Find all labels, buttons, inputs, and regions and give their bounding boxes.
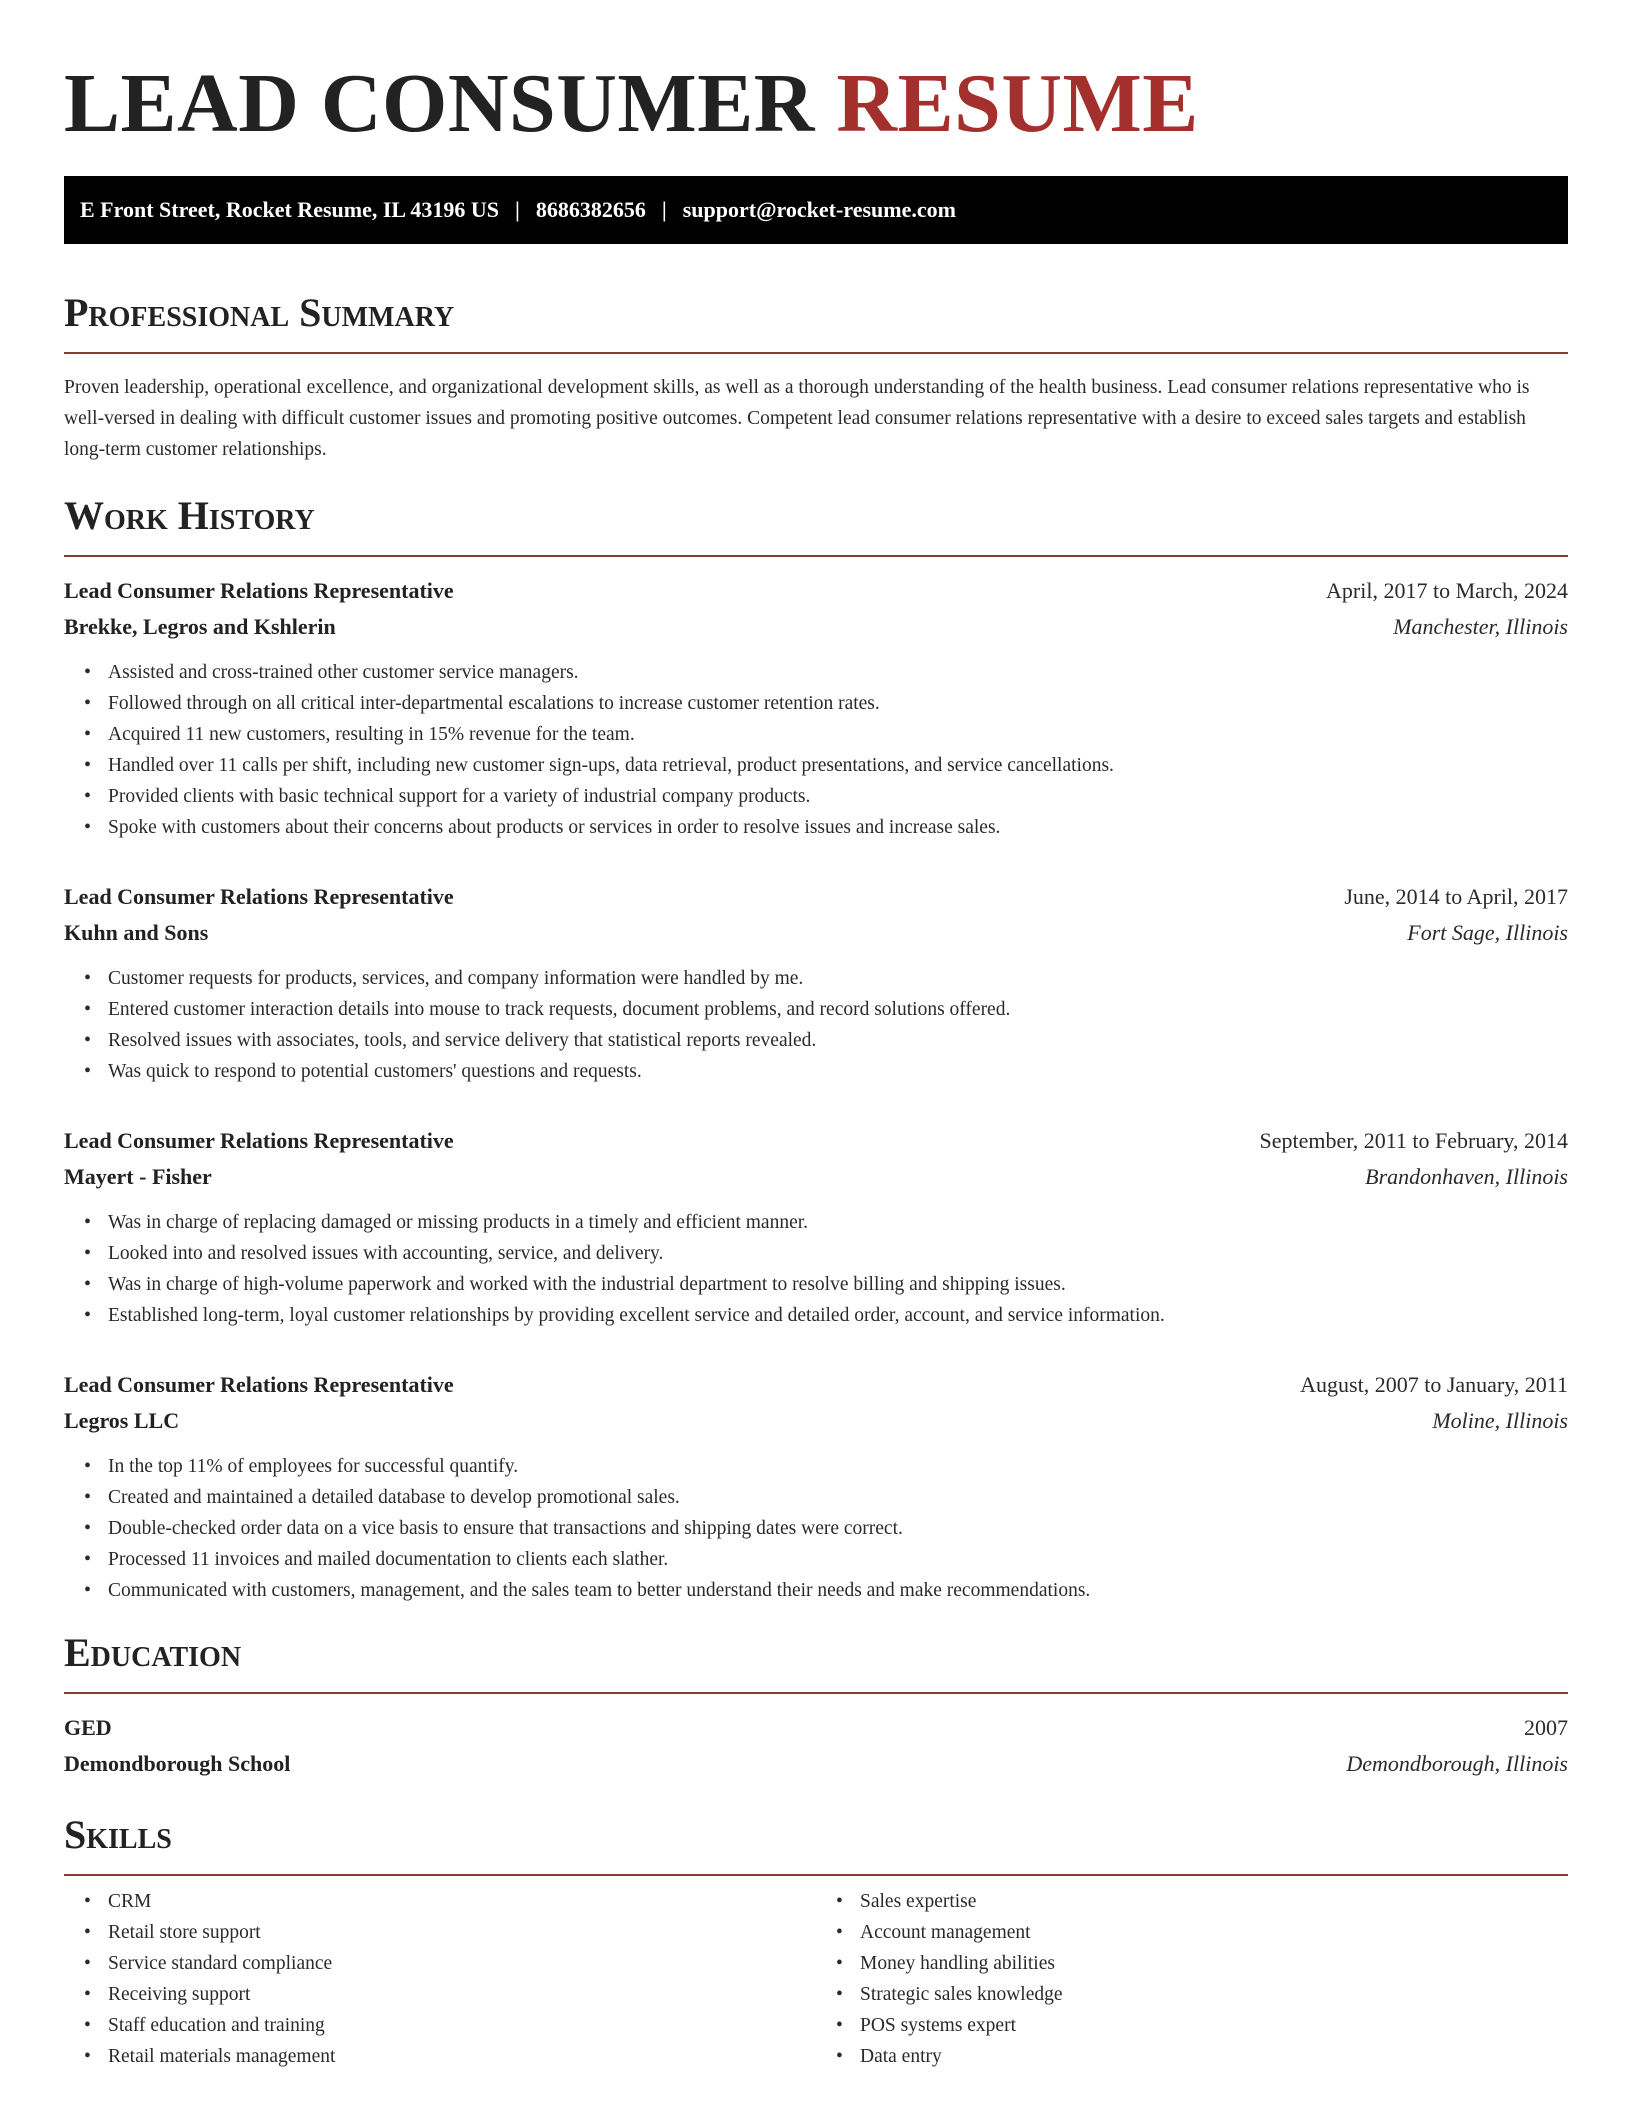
education-entry (64, 1710, 1568, 1782)
job-bullet: • Entered customer interaction details into mouse to track requests, document problems, and record solutions offered. (108, 994, 1568, 1025)
skill-item: • Sales expertise (860, 1886, 1568, 1917)
section-divider (64, 352, 1568, 354)
job-bullet: • Spoke with customers about their concerns about products or services in order to resolve issues and increase sales. (108, 812, 1568, 843)
skill-item: • Strategic sales knowledge (860, 1979, 1568, 2010)
company-name: Kuhn and Sons (64, 920, 209, 945)
title-main: LEAD CONSUMER (64, 57, 837, 150)
section-divider (64, 1692, 1568, 1694)
job-bullet: • Double-checked order data on a vice basis to ensure that transactions and shipping dates were correct. (108, 1513, 1568, 1544)
work-history-heading: Work History (64, 493, 315, 538)
section-divider (64, 1874, 1568, 1876)
job-bullet: • Handled over 11 calls per shift, including new customer sign-ups, data retrieval, product presentations, and service cancellations. (108, 750, 1568, 781)
job-title: Lead Consumer Relations Representative (64, 884, 454, 909)
contact-address: E Front Street, Rocket Resume, IL 43196 US (80, 197, 499, 222)
job-bullets (64, 657, 1568, 843)
job-bullets (64, 963, 1568, 1087)
summary-section (64, 288, 1568, 465)
skills-column-right (816, 1886, 1568, 2072)
job-bullet: • Communicated with customers, management, and the sales team to better understand their needs and make recommendations. (108, 1575, 1568, 1606)
job-bullet: • Assisted and cross-trained other customer service managers. (108, 657, 1568, 688)
skill-item: • Service standard compliance (108, 1948, 816, 1979)
resume-title (64, 54, 1568, 154)
summary-heading: Professional Summary (64, 290, 455, 335)
job-title: Lead Consumer Relations Representative (64, 1128, 454, 1153)
title-accent: RESUME (836, 57, 1199, 150)
job-bullet: • Established long-term, loyal customer relationships by providing excellent service and detailed order, account, and service information. (108, 1300, 1568, 1331)
company-name: Legros LLC (64, 1408, 180, 1433)
job-bullet: • Resolved issues with associates, tools, and service delivery that statistical reports revealed. (108, 1025, 1568, 1056)
job-bullet: • Provided clients with basic technical support for a variety of industrial company products. (108, 781, 1568, 812)
job-dates: April, 2017 to March, 2024 (1326, 578, 1568, 603)
skill-item: • Staff education and training (108, 2010, 816, 2041)
job-location: Fort Sage, Illinois (1407, 920, 1568, 945)
job-location: Brandonhaven, Illinois (1365, 1164, 1568, 1189)
job-bullet: • Processed 11 invoices and mailed documentation to clients each slather. (108, 1544, 1568, 1575)
skill-item: • Account management (860, 1917, 1568, 1948)
contact-separator: | (661, 197, 667, 222)
contact-email: support@rocket-resume.com (682, 197, 956, 222)
job-bullet: • Customer requests for products, services, and company information were handled by me. (108, 963, 1568, 994)
job-bullets (64, 1207, 1568, 1331)
job-header (64, 573, 1568, 609)
job-bullet: • Was in charge of high-volume paperwork and worked with the industrial department to resolve billing and shipping issues. (108, 1269, 1568, 1300)
job-location: Moline, Illinois (1432, 1408, 1568, 1433)
job-entry (64, 1367, 1568, 1606)
job-bullet: • Was in charge of replacing damaged or missing products in a timely and efficient manner. (108, 1207, 1568, 1238)
school-name: Demondborough School (64, 1751, 291, 1776)
skills-grid (64, 1886, 1568, 2072)
job-subheader (64, 1403, 1568, 1439)
education-section (64, 1628, 1568, 1782)
section-divider (64, 555, 1568, 557)
skill-item: • POS systems expert (860, 2010, 1568, 2041)
skill-item: • Retail materials management (108, 2041, 816, 2072)
skills-column-left (64, 1886, 816, 2072)
job-location: Manchester, Illinois (1393, 614, 1568, 639)
school-location: Demondborough, Illinois (1346, 1751, 1568, 1776)
job-dates: September, 2011 to February, 2014 (1259, 1128, 1568, 1153)
skills-section (64, 1810, 1568, 2072)
company-name: Brekke, Legros and Kshlerin (64, 614, 336, 639)
job-bullet: • Created and maintained a detailed database to develop promotional sales. (108, 1482, 1568, 1513)
job-entry (64, 1123, 1568, 1331)
education-header (64, 1710, 1568, 1746)
skill-item: • Money handling abilities (860, 1948, 1568, 1979)
work-history-section (64, 491, 1568, 1606)
education-subheader (64, 1746, 1568, 1782)
job-subheader (64, 1159, 1568, 1195)
job-bullet: • Followed through on all critical inter-departmental escalations to increase customer retention rates. (108, 688, 1568, 719)
job-dates: August, 2007 to January, 2011 (1300, 1372, 1568, 1397)
job-bullet: • Was quick to respond to potential customers' questions and requests. (108, 1056, 1568, 1087)
job-bullet: • Looked into and resolved issues with accounting, service, and delivery. (108, 1238, 1568, 1269)
skill-item: • Receiving support (108, 1979, 816, 2010)
job-list (64, 573, 1568, 1606)
skills-heading: Skills (64, 1812, 172, 1857)
job-dates: June, 2014 to April, 2017 (1344, 884, 1568, 909)
job-bullet: • In the top 11% of employees for successful quantify. (108, 1451, 1568, 1482)
job-subheader (64, 915, 1568, 951)
degree-name: GED (64, 1715, 112, 1740)
job-entry (64, 573, 1568, 843)
job-entry (64, 879, 1568, 1087)
skill-item: • Retail store support (108, 1917, 816, 1948)
job-bullets (64, 1451, 1568, 1606)
contact-bar (64, 176, 1568, 244)
company-name: Mayert - Fisher (64, 1164, 212, 1189)
job-header (64, 1123, 1568, 1159)
contact-phone: 8686382656 (535, 197, 646, 222)
job-title: Lead Consumer Relations Representative (64, 578, 454, 603)
skill-item: • CRM (108, 1886, 816, 1917)
education-year: 2007 (1524, 1715, 1568, 1740)
skill-item: • Data entry (860, 2041, 1568, 2072)
job-subheader (64, 609, 1568, 645)
job-title: Lead Consumer Relations Representative (64, 1372, 454, 1397)
summary-text: Proven leadership, operational excellence, and organizational development skills, as well as a thorough understanding of the health business. Lead consumer relations representative who is well-versed in dealing with difficult customer issues and promoting positive outcomes. Competent lead consumer relations representative with a desire to exceed sales targets and establish long-term customer relationships. (64, 377, 1530, 460)
job-bullet: • Acquired 11 new customers, resulting in 15% revenue for the team. (108, 719, 1568, 750)
job-header (64, 879, 1568, 915)
education-heading: Education (64, 1630, 242, 1675)
job-header (64, 1367, 1568, 1403)
contact-separator: | (515, 197, 520, 222)
